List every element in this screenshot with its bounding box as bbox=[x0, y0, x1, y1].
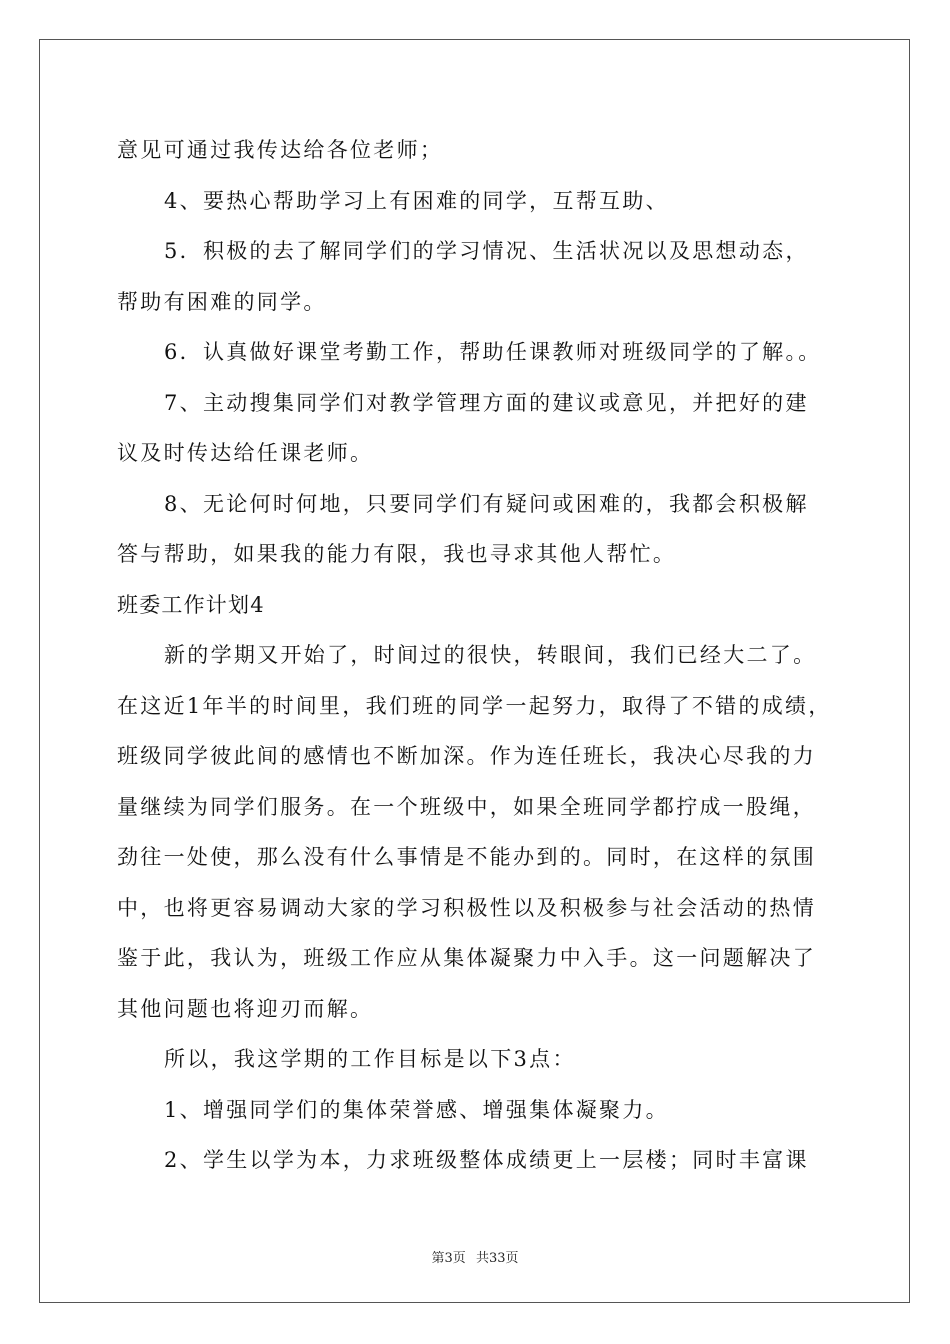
text-line: 2、学生以学为本，力求班级整体成绩更上一层楼；同时丰富课 bbox=[164, 1148, 809, 1172]
page-number: 第3页 bbox=[431, 1251, 466, 1266]
text-line: 中，也将更容易调动大家的学习积极性以及积极参与社会活动的热情 bbox=[117, 895, 816, 920]
text-line: 答与帮助，如果我的能力有限，我也寻求其他人帮忙。 bbox=[117, 542, 677, 566]
text-line: 4、要热心帮助学习上有困难的同学，互帮互助、 bbox=[164, 188, 669, 213]
text-line: 其他问题也将迎刃而解。 bbox=[117, 996, 374, 1021]
text-line: 所以，我这学期的工作目标是以下3点： bbox=[164, 1047, 576, 1071]
text-line: 量继续为同学们服务。在一个班级中，如果全班同学都拧成一股绳， bbox=[117, 794, 816, 819]
text-line: 5．积极的去了解同学们的学习情况、生活状况以及思想动态， bbox=[164, 239, 809, 263]
page-footer bbox=[0, 1247, 950, 1266]
text-line: 6．认真做好课堂考勤工作，帮助任课教师对班级同学的了解。。 bbox=[164, 340, 822, 364]
text-line: 鉴于此，我认为，班级工作应从集体凝聚力中入手。这一问题解决了 bbox=[117, 946, 816, 970]
text-line: 议及时传达给任课老师。 bbox=[117, 441, 374, 465]
text-line: 班级同学彼此间的感情也不断加深。作为连任班长，我决心尽我的力 bbox=[117, 744, 816, 768]
text-line: 7、主动搜集同学们对教学管理方面的建议或意见，并把好的建 bbox=[164, 390, 809, 415]
text-line: 在这近1年半的时间里，我们班的同学一起努力，取得了不错的成绩， bbox=[117, 693, 832, 718]
text-line: 新的学期又开始了，时间过的很快，转眼间，我们已经大二了。 bbox=[164, 643, 817, 667]
text-line: 8、无论何时何地，只要同学们有疑问或困难的，我都会积极解 bbox=[164, 491, 809, 516]
section-heading: 班委工作计划4 bbox=[117, 592, 265, 617]
text-line: 劲往一处使，那么没有什么事情是不能办到的。同时，在这样的氛围 bbox=[117, 845, 816, 869]
page-total: 共33页 bbox=[475, 1251, 519, 1266]
text-line: 帮助有困难的同学。 bbox=[117, 289, 327, 314]
text-line: 1、增强同学们的集体荣誉感、增强集体凝聚力。 bbox=[164, 1097, 669, 1122]
text-line: 意见可通过我传达给各位老师； bbox=[117, 138, 444, 162]
document-body bbox=[117, 125, 847, 1186]
